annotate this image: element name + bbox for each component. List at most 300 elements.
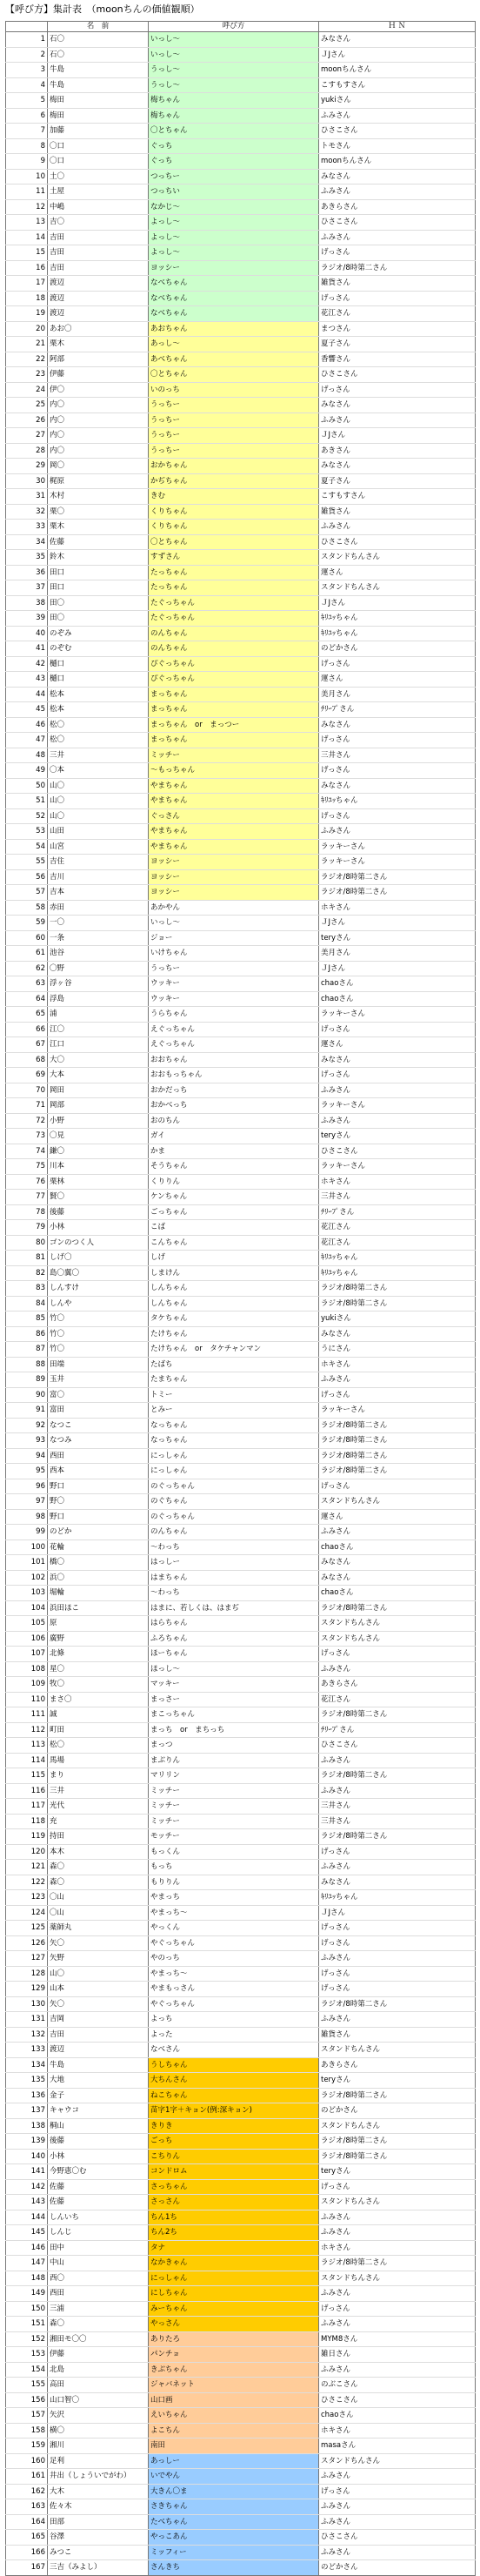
hn-cell: あきらさん [319, 199, 476, 215]
hn-cell: chaoさん [319, 1540, 476, 1555]
table-row [6, 1418, 476, 1433]
call-cell: 南田 [149, 2438, 319, 2454]
hn-cell: げっさん [319, 1022, 476, 1037]
table-row [6, 63, 476, 78]
table-row [6, 1677, 476, 1693]
call-cell: いでやん [149, 2469, 319, 2485]
row-number: 118 [6, 1814, 48, 1829]
hn-cell: ひさこさん [319, 1738, 476, 1754]
row-number: 10 [6, 169, 48, 184]
hn-cell: 運さん [319, 1509, 476, 1525]
call-cell: ジョー [149, 930, 319, 946]
table-row [6, 2301, 476, 2317]
hn-cell: ラッキーさん [319, 1403, 476, 1419]
name-cell: まり [48, 1768, 149, 1784]
table-row [6, 1890, 476, 1906]
name-cell: 谷澤 [48, 2530, 149, 2546]
name-cell: 山〇 [48, 808, 149, 824]
row-number: 21 [6, 337, 48, 352]
call-cell: やまちゃん [149, 794, 319, 809]
row-number: 143 [6, 2195, 48, 2210]
hn-cell: ｷﾘﾕｯちゃん [319, 794, 476, 809]
name-cell: 西田 [48, 2286, 149, 2302]
name-cell: 橋〇 [48, 1555, 149, 1571]
hn-cell: げっさん [319, 733, 476, 748]
hn-cell: ふみさん [319, 184, 476, 200]
table-row [6, 1265, 476, 1281]
table-row [6, 108, 476, 124]
call-cell: やっさん [149, 2317, 319, 2332]
call-cell: 梅ちゃん [149, 93, 319, 109]
call-cell: のぐっちゃん [149, 1509, 319, 1525]
row-number: 132 [6, 2027, 48, 2043]
row-number: 54 [6, 839, 48, 855]
row-number: 17 [6, 276, 48, 292]
name-cell: 田口 [48, 580, 149, 596]
name-cell: 梶原 [48, 473, 149, 489]
name-cell: 加藤 [48, 124, 149, 139]
table-row [6, 184, 476, 200]
table-row [6, 413, 476, 428]
row-number: 62 [6, 961, 48, 976]
table-row [6, 1052, 476, 1068]
row-number: 46 [6, 717, 48, 733]
name-cell: 竹〇 [48, 1342, 149, 1358]
name-cell: 鈴木 [48, 550, 149, 566]
name-cell: 浜田ほこ [48, 1600, 149, 1616]
table-row [6, 687, 476, 702]
hn-cell: みなさん [319, 1326, 476, 1342]
table-row [6, 824, 476, 840]
hn-cell: スタンドちんさん [319, 1631, 476, 1647]
call-cell: こば [149, 1220, 319, 1236]
table-row [6, 230, 476, 245]
call-cell: ミッチー [149, 1799, 319, 1815]
name-cell: 大地 [48, 2073, 149, 2089]
name-cell: しげ〇 [48, 1251, 149, 1266]
name-cell: 佐藤 [48, 534, 149, 550]
call-cell: くりちゃん [149, 504, 319, 520]
hn-cell: げっさん [319, 2484, 476, 2499]
table-row [6, 1982, 476, 1997]
table-row [6, 337, 476, 352]
name-cell: 野口 [48, 1479, 149, 1494]
row-number: 49 [6, 763, 48, 779]
hn-cell: ラジオ/8時第二さん [319, 1829, 476, 1845]
table-row [6, 641, 476, 657]
row-number: 42 [6, 656, 48, 672]
hn-cell: ふみさん [319, 824, 476, 840]
name-cell: 山〇 [48, 1966, 149, 1982]
table-row [6, 1326, 476, 1342]
table-row [6, 1113, 476, 1129]
call-cell: にっしゃん [149, 1464, 319, 1479]
table-row [6, 1586, 476, 1601]
hn-cell: ラジオ/8時第二さん [319, 2134, 476, 2150]
call-cell: みーちゃん [149, 2301, 319, 2317]
row-number: 105 [6, 1616, 48, 1632]
table-row [6, 733, 476, 748]
row-number: 11 [6, 184, 48, 200]
row-number: 128 [6, 1966, 48, 1982]
name-cell: 〇口 [48, 154, 149, 170]
name-cell: 松本 [48, 702, 149, 718]
row-number: 102 [6, 1570, 48, 1586]
hn-cell: げっさん [319, 291, 476, 306]
name-cell: 三浦 [48, 2301, 149, 2317]
hn-cell: ふみさん [319, 1113, 476, 1129]
call-cell: 苗字1字＋キョン(例:深キョン) [149, 2103, 319, 2119]
table-row [6, 1525, 476, 1540]
name-cell: 松本 [48, 687, 149, 702]
call-cell: よっし～ [149, 245, 319, 261]
call-cell: ウッキー [149, 991, 319, 1007]
hn-cell: みなさん [319, 1052, 476, 1068]
row-number: 113 [6, 1738, 48, 1754]
row-number: 35 [6, 550, 48, 566]
name-cell: 島〇翼〇 [48, 1265, 149, 1281]
call-cell: まっち or まちっち [149, 1722, 319, 1738]
call-cell: くりちゃん [149, 520, 319, 535]
table-row [6, 1570, 476, 1586]
call-cell: こんちゃん [149, 1235, 319, 1251]
call-cell: さきちゃん [149, 2499, 319, 2515]
name-cell: 富〇 [48, 1387, 149, 1403]
table-row [6, 1387, 476, 1403]
hn-cell: ＪJさん [319, 428, 476, 444]
table-row [6, 976, 476, 992]
hn-cell: げっさん [319, 1387, 476, 1403]
hn-cell: ふみさん [319, 230, 476, 245]
hn-cell: ふみさん [319, 1083, 476, 1098]
table-row [6, 1448, 476, 1464]
table-row [6, 1281, 476, 1297]
hn-cell: ｷﾘﾕｯちゃん [319, 611, 476, 627]
row-number: 122 [6, 1875, 48, 1890]
table-row [6, 1647, 476, 1662]
hn-cell: あきらさん [319, 2057, 476, 2073]
name-cell: 牛島 [48, 63, 149, 78]
table-row [6, 1342, 476, 1358]
name-cell: 渡辺 [48, 291, 149, 306]
row-number: 144 [6, 2210, 48, 2225]
call-cell: たけちゃん [149, 1326, 319, 1342]
call-cell: やっくん [149, 1921, 319, 1936]
row-number: 24 [6, 382, 48, 398]
name-cell: 三吉（みよし） [48, 2560, 149, 2576]
row-number: 55 [6, 855, 48, 870]
hn-cell: スタンドちんさん [319, 2271, 476, 2286]
call-cell: ヨッシー [149, 869, 319, 885]
name-cell: 栗〇 [48, 504, 149, 520]
table-row [6, 2149, 476, 2164]
hn-cell: ひさこさん [319, 534, 476, 550]
row-number: 60 [6, 930, 48, 946]
row-number: 83 [6, 1281, 48, 1297]
name-cell: 江口 [48, 1037, 149, 1053]
row-number: 137 [6, 2103, 48, 2119]
hn-cell: ホキさん [319, 1357, 476, 1372]
name-cell: しんや [48, 1296, 149, 1311]
hn-cell: みなさん [319, 459, 476, 474]
table-row [6, 1844, 476, 1860]
table-row [6, 1372, 476, 1388]
row-number: 4 [6, 77, 48, 93]
call-cell: タナ [149, 2240, 319, 2256]
table-row [6, 2134, 476, 2150]
table-row [6, 794, 476, 809]
row-number: 130 [6, 1996, 48, 2012]
table-row [6, 1555, 476, 1571]
call-cell: マッキー [149, 1677, 319, 1693]
row-number: 99 [6, 1525, 48, 1540]
hn-cell: 花江さん [319, 1692, 476, 1707]
call-cell: まっちゃん or まっつー [149, 717, 319, 733]
row-number: 164 [6, 2514, 48, 2530]
hn-cell: ふみさん [319, 1661, 476, 1677]
row-number: 106 [6, 1631, 48, 1647]
table-row [6, 1799, 476, 1815]
name-cell: 土〇 [48, 169, 149, 184]
call-cell: しまけん [149, 1265, 319, 1281]
name-cell: 玉井 [48, 1372, 149, 1388]
name-cell: 浮ヶ谷 [48, 976, 149, 992]
table-row [6, 2514, 476, 2530]
call-cell: うっし～ [149, 63, 319, 78]
name-cell: みつこ [48, 2545, 149, 2560]
call-cell: やまちゃん [149, 824, 319, 840]
name-cell: 土屋 [48, 184, 149, 200]
name-cell: 三井 [48, 748, 149, 763]
hn-cell: chaoさん [319, 991, 476, 1007]
table-row [6, 778, 476, 794]
name-cell: 吉田 [48, 230, 149, 245]
call-cell: きぶちゃん [149, 2362, 319, 2378]
call-cell: うっちー [149, 413, 319, 428]
name-cell: 田部 [48, 2514, 149, 2530]
row-number: 100 [6, 1540, 48, 1555]
row-number: 41 [6, 641, 48, 657]
row-number: 149 [6, 2286, 48, 2302]
table-row [6, 473, 476, 489]
call-cell: さんきち [149, 2560, 319, 2576]
name-cell: 樋口 [48, 656, 149, 672]
row-number: 163 [6, 2499, 48, 2515]
table-row [6, 1190, 476, 1205]
row-number: 81 [6, 1251, 48, 1266]
name-cell: 〇山 [48, 1905, 149, 1921]
call-cell: きりき [149, 2118, 319, 2134]
name-cell: 充 [48, 1814, 149, 1829]
call-cell: たぐっちゃん [149, 595, 319, 611]
hn-cell: 香響さん [319, 352, 476, 367]
name-cell: 光代 [48, 1799, 149, 1815]
name-cell: 山〇 [48, 778, 149, 794]
row-number: 101 [6, 1555, 48, 1571]
row-number: 28 [6, 443, 48, 459]
row-number: 95 [6, 1464, 48, 1479]
row-number: 88 [6, 1357, 48, 1372]
hn-cell: ＪJさん [319, 961, 476, 976]
call-cell: もっくん [149, 1844, 319, 1860]
hn-cell: ひさこさん [319, 2530, 476, 2546]
name-cell: 吉田 [48, 2027, 149, 2043]
table-row [6, 382, 476, 398]
row-number: 151 [6, 2317, 48, 2332]
hn-cell: げっさん [319, 1935, 476, 1951]
name-cell: 西〇 [48, 2271, 149, 2286]
row-number: 84 [6, 1296, 48, 1311]
name-cell: 吉田 [48, 245, 149, 261]
name-cell: 野口 [48, 1509, 149, 1525]
table-row [6, 215, 476, 231]
name-cell: 牛島 [48, 77, 149, 93]
name-cell: のぞみ [48, 626, 149, 641]
call-cell: もりりん [149, 1875, 319, 1890]
hn-cell: teryさん [319, 1129, 476, 1144]
name-cell: 佐藤 [48, 2195, 149, 2210]
table-row [6, 1204, 476, 1220]
hn-cell: ラジオ/8時第二さん [319, 1448, 476, 1464]
name-cell: 矢野 [48, 1951, 149, 1967]
hn-cell: ｷﾘﾕｯちゃん [319, 1890, 476, 1906]
row-number: 152 [6, 2331, 48, 2347]
table-row [6, 2423, 476, 2438]
hn-cell: ＪJさん [319, 595, 476, 611]
call-cell: 大ちんさん [149, 2073, 319, 2089]
hn-cell: ｷﾘﾕｯちゃん [319, 1251, 476, 1266]
hn-cell: ラジオ/8時第二さん [319, 1281, 476, 1297]
name-cell: 高田 [48, 2378, 149, 2393]
row-number: 38 [6, 595, 48, 611]
name-cell: 松〇 [48, 717, 149, 733]
name-cell: 松〇 [48, 1738, 149, 1754]
hn-cell: げっさん [319, 656, 476, 672]
hn-cell: げっさん [319, 382, 476, 398]
call-cell: やまもっさん [149, 1982, 319, 1997]
table-row [6, 839, 476, 855]
table-row [6, 2317, 476, 2332]
hn-cell: ラッキーさん [319, 1098, 476, 1114]
table-row [6, 1860, 476, 1875]
call-cell: あおちゃん [149, 321, 319, 337]
hn-cell: ふみさん [319, 413, 476, 428]
hn-cell: ラジオ/8時第二さん [319, 1768, 476, 1784]
row-number: 153 [6, 2347, 48, 2363]
hn-cell: 雑貨さん [319, 276, 476, 292]
hn-cell: みなさん [319, 778, 476, 794]
call-cell: トミー [149, 1387, 319, 1403]
hn-cell: ホキさん [319, 2240, 476, 2256]
row-number: 87 [6, 1342, 48, 1358]
call-cell: たべちゃん [149, 2514, 319, 2530]
hn-cell: ふみさん [319, 2225, 476, 2241]
hn-cell: みなさん [319, 1875, 476, 1890]
row-number: 123 [6, 1890, 48, 1906]
table-row [6, 1037, 476, 1053]
hn-cell: こすもすさん [319, 77, 476, 93]
name-cell: 小野 [48, 1113, 149, 1129]
row-number: 25 [6, 398, 48, 413]
name-cell: 森〇 [48, 1860, 149, 1875]
call-cell: おかちゃん [149, 459, 319, 474]
row-number: 112 [6, 1722, 48, 1738]
name-cell: 伊藤 [48, 367, 149, 383]
name-cell: 花輪 [48, 1540, 149, 1555]
name-cell: 石〇 [48, 47, 149, 63]
table-row [6, 1707, 476, 1723]
row-number: 14 [6, 230, 48, 245]
call-cell: ～わっち [149, 1586, 319, 1601]
call-cell: ～もっちゃん [149, 763, 319, 779]
table-row [6, 855, 476, 870]
table-row [6, 565, 476, 580]
row-number: 69 [6, 1068, 48, 1083]
call-cell: うっし～ [149, 77, 319, 93]
name-cell: 吉岡 [48, 2012, 149, 2028]
table-row [6, 32, 476, 48]
call-cell: よった [149, 2027, 319, 2043]
row-number: 154 [6, 2362, 48, 2378]
call-cell: たばち [149, 1357, 319, 1372]
call-cell: おかだっち [149, 1083, 319, 1098]
row-number: 26 [6, 413, 48, 428]
row-number: 61 [6, 946, 48, 962]
row-number: 51 [6, 794, 48, 809]
hn-cell: みなさん [319, 1555, 476, 1571]
name-cell: 北條 [48, 1647, 149, 1662]
name-cell: 吉川 [48, 869, 149, 885]
name-cell: 小林 [48, 2149, 149, 2164]
row-number: 111 [6, 1707, 48, 1723]
table-row [6, 1098, 476, 1114]
row-number: 43 [6, 672, 48, 688]
hn-cell: 運さん [319, 565, 476, 580]
hn-cell: ラジオ/8時第二さん [319, 1418, 476, 1433]
table-row [6, 1251, 476, 1266]
hn-cell: 三井さん [319, 1190, 476, 1205]
hn-cell: 美月さん [319, 946, 476, 962]
hn-cell: げっさん [319, 1982, 476, 1997]
name-cell: 一〇 [48, 916, 149, 931]
hn-cell: ＪJさん [319, 47, 476, 63]
hn-cell: ラジオ/8時第二さん [319, 1433, 476, 1449]
hn-cell: ラッキーさん [319, 1007, 476, 1023]
call-cell: ～わっち [149, 1540, 319, 1555]
table-row [6, 2530, 476, 2546]
row-number: 75 [6, 1159, 48, 1175]
table-row [6, 367, 476, 383]
call-cell: すずさん [149, 550, 319, 566]
name-cell: 薬師丸 [48, 1921, 149, 1936]
call-cell: なべさん [149, 2043, 319, 2058]
hn-cell: のどかさん [319, 641, 476, 657]
hn-cell: ＪJさん [319, 916, 476, 931]
hn-cell: ふみさん [319, 2545, 476, 2560]
table-header-row [6, 22, 476, 32]
table-row [6, 1600, 476, 1616]
table-row [6, 626, 476, 641]
row-number: 155 [6, 2378, 48, 2393]
name-cell: しんすけ [48, 1281, 149, 1297]
name-cell: 渡辺 [48, 306, 149, 322]
table-row [6, 702, 476, 718]
call-cell: いけちゃん [149, 946, 319, 962]
row-number: 126 [6, 1935, 48, 1951]
call-cell: やぐっちゃん [149, 1935, 319, 1951]
row-number: 9 [6, 154, 48, 170]
hn-cell: げっさん [319, 1647, 476, 1662]
